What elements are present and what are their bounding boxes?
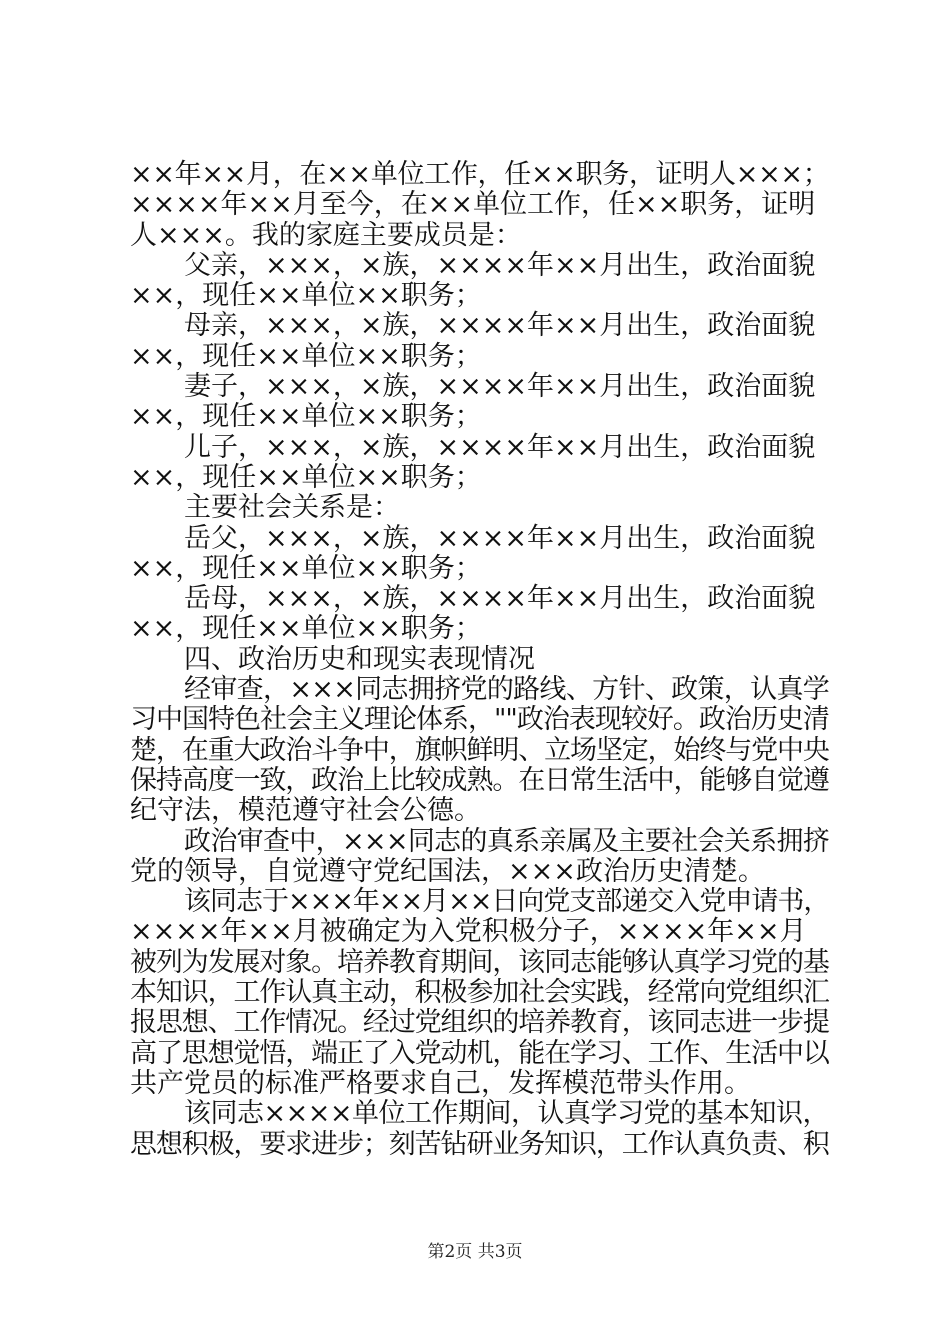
text-line: ××，现任××单位××职务；: [130, 340, 482, 372]
text-line: 该同志于×××年××月××日向党支部递交入党申请书，: [184, 886, 830, 918]
text-line: 妻子，×××，×族，××××年××月出生，政治面貌: [184, 371, 816, 403]
text-line: 保持高度一致，政治上比较成熟。在日常生活中，能够自觉遵: [130, 764, 829, 796]
text-line: 高了思想觉悟，端正了入党动机，能在学习、工作、生活中以: [130, 1037, 829, 1069]
text-line: 主要社会关系是：: [184, 492, 400, 524]
text-line: 思想积极，要求进步；刻苦钻研业务知识，工作认真负责、积: [130, 1128, 829, 1160]
text-line: 被列为发展对象。培养教育期间，该同志能够认真学习党的基: [130, 946, 829, 978]
text-line: ××，现任××单位××职务；: [130, 552, 482, 584]
text-line: ××××年××月至今，在××单位工作，任××职务，证明: [130, 189, 816, 221]
text-line: 人×××。我的家庭主要成员是：: [130, 219, 522, 251]
text-line: 母亲，×××，×族，××××年××月出生，政治面貌: [184, 310, 816, 342]
text-line: 政治审查中，×××同志的真系亲属及主要社会关系拥挤: [184, 825, 830, 857]
text-line: ××，现任××单位××职务；: [130, 280, 482, 312]
text-line: ××年××月，在××单位工作，任××职务，证明人×××；: [130, 159, 830, 190]
text-line: 儿子，×××，×族，××××年××月出生，政治面貌: [184, 431, 816, 463]
text-line: 习中国特色社会主义理论体系，""政治表现较好。政治历史清: [130, 704, 829, 736]
text-line: 四、政治历史和现实表现情况: [184, 643, 535, 675]
text-line: ××××年××月被确定为入党积极分子，××××年××月: [130, 916, 807, 948]
text-line: 党的领导，自觉遵守党纪国法，×××政治历史清楚。: [130, 855, 765, 887]
text-line: 岳母，×××，×族，××××年××月出生，政治面貌: [184, 583, 816, 615]
text-line: 岳父，×××，×族，××××年××月出生，政治面貌: [184, 522, 816, 554]
text-line: 父亲，×××，×族，××××年××月出生，政治面貌: [184, 249, 816, 281]
text-line: 该同志××××单位工作期间，认真学习党的基本知识，: [184, 1098, 829, 1130]
text-line: ××，现任××单位××职务；: [130, 401, 482, 433]
text-line: ××，现任××单位××职务；: [130, 461, 482, 493]
text-line: 经审查，×××同志拥挤党的路线、方针、政策，认真学: [184, 674, 830, 706]
text-line: 纪守法，模范遵守社会公德。: [130, 795, 481, 827]
text-line: 楚，在重大政治斗争中，旗帜鲜明、立场坚定，始终与党中央: [130, 734, 829, 766]
document-body: [130, 160, 830, 1160]
text-line: 本知识，工作认真主动，积极参加社会实践，经常向党组织汇: [130, 977, 829, 1009]
text-line: 共产党员的标准严格要求自己，发挥模范带头作用。: [130, 1067, 751, 1099]
text-line: ××，现任××单位××职务；: [130, 613, 482, 645]
page-footer: 第2页 共3页: [427, 1242, 523, 1262]
text-line: 报思想、工作情况。经过党组织的培养教育，该同志进一步提: [130, 1007, 829, 1039]
